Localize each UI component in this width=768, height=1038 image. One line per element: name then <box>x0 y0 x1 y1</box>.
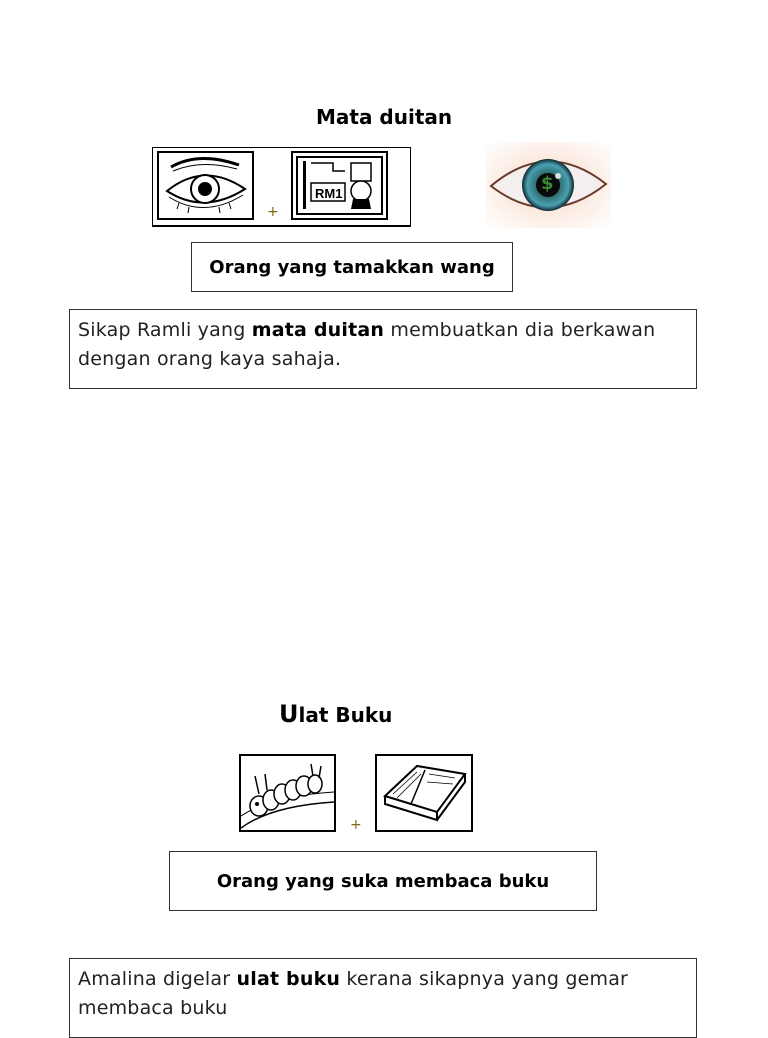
example-sentence-box <box>69 309 697 389</box>
title-rest: lat Buku <box>298 703 393 727</box>
caterpillar-pictogram <box>239 754 336 832</box>
example-sentence-box <box>69 958 697 1038</box>
sentence-text-end: membuatkan dia berkawan dengan orang kaya sahaja. <box>78 319 656 370</box>
dollar-eye-photo <box>486 142 611 228</box>
eye-icon <box>159 153 252 218</box>
eye-pictogram <box>157 151 254 220</box>
title-initial: U <box>279 700 299 728</box>
meaning-box: Orang yang tamakkan wang <box>191 242 513 292</box>
book-pictogram <box>375 754 473 832</box>
dollar-sign: $ <box>541 173 554 194</box>
sentence-idiom: ulat buku <box>236 968 341 990</box>
section2-title <box>279 700 392 728</box>
plus-sign: + <box>267 204 279 220</box>
sentence-text-end: kerana sikapnya yang gemar membaca buku <box>78 968 629 1019</box>
meaning-box: Orang yang suka membaca buku <box>169 851 597 911</box>
sentence-text-start: Amalina digelar <box>78 968 237 990</box>
plus-sign: + <box>350 817 362 833</box>
sentence-text-start: Sikap Ramli yang <box>78 319 252 341</box>
sentence-idiom: mata duitan <box>251 319 385 341</box>
section1-title: Mata duitan <box>316 105 453 129</box>
money-label: RM1 <box>315 186 343 201</box>
open-book-icon <box>377 756 471 830</box>
caterpillar-icon <box>241 756 334 830</box>
money-pictogram <box>291 151 388 220</box>
